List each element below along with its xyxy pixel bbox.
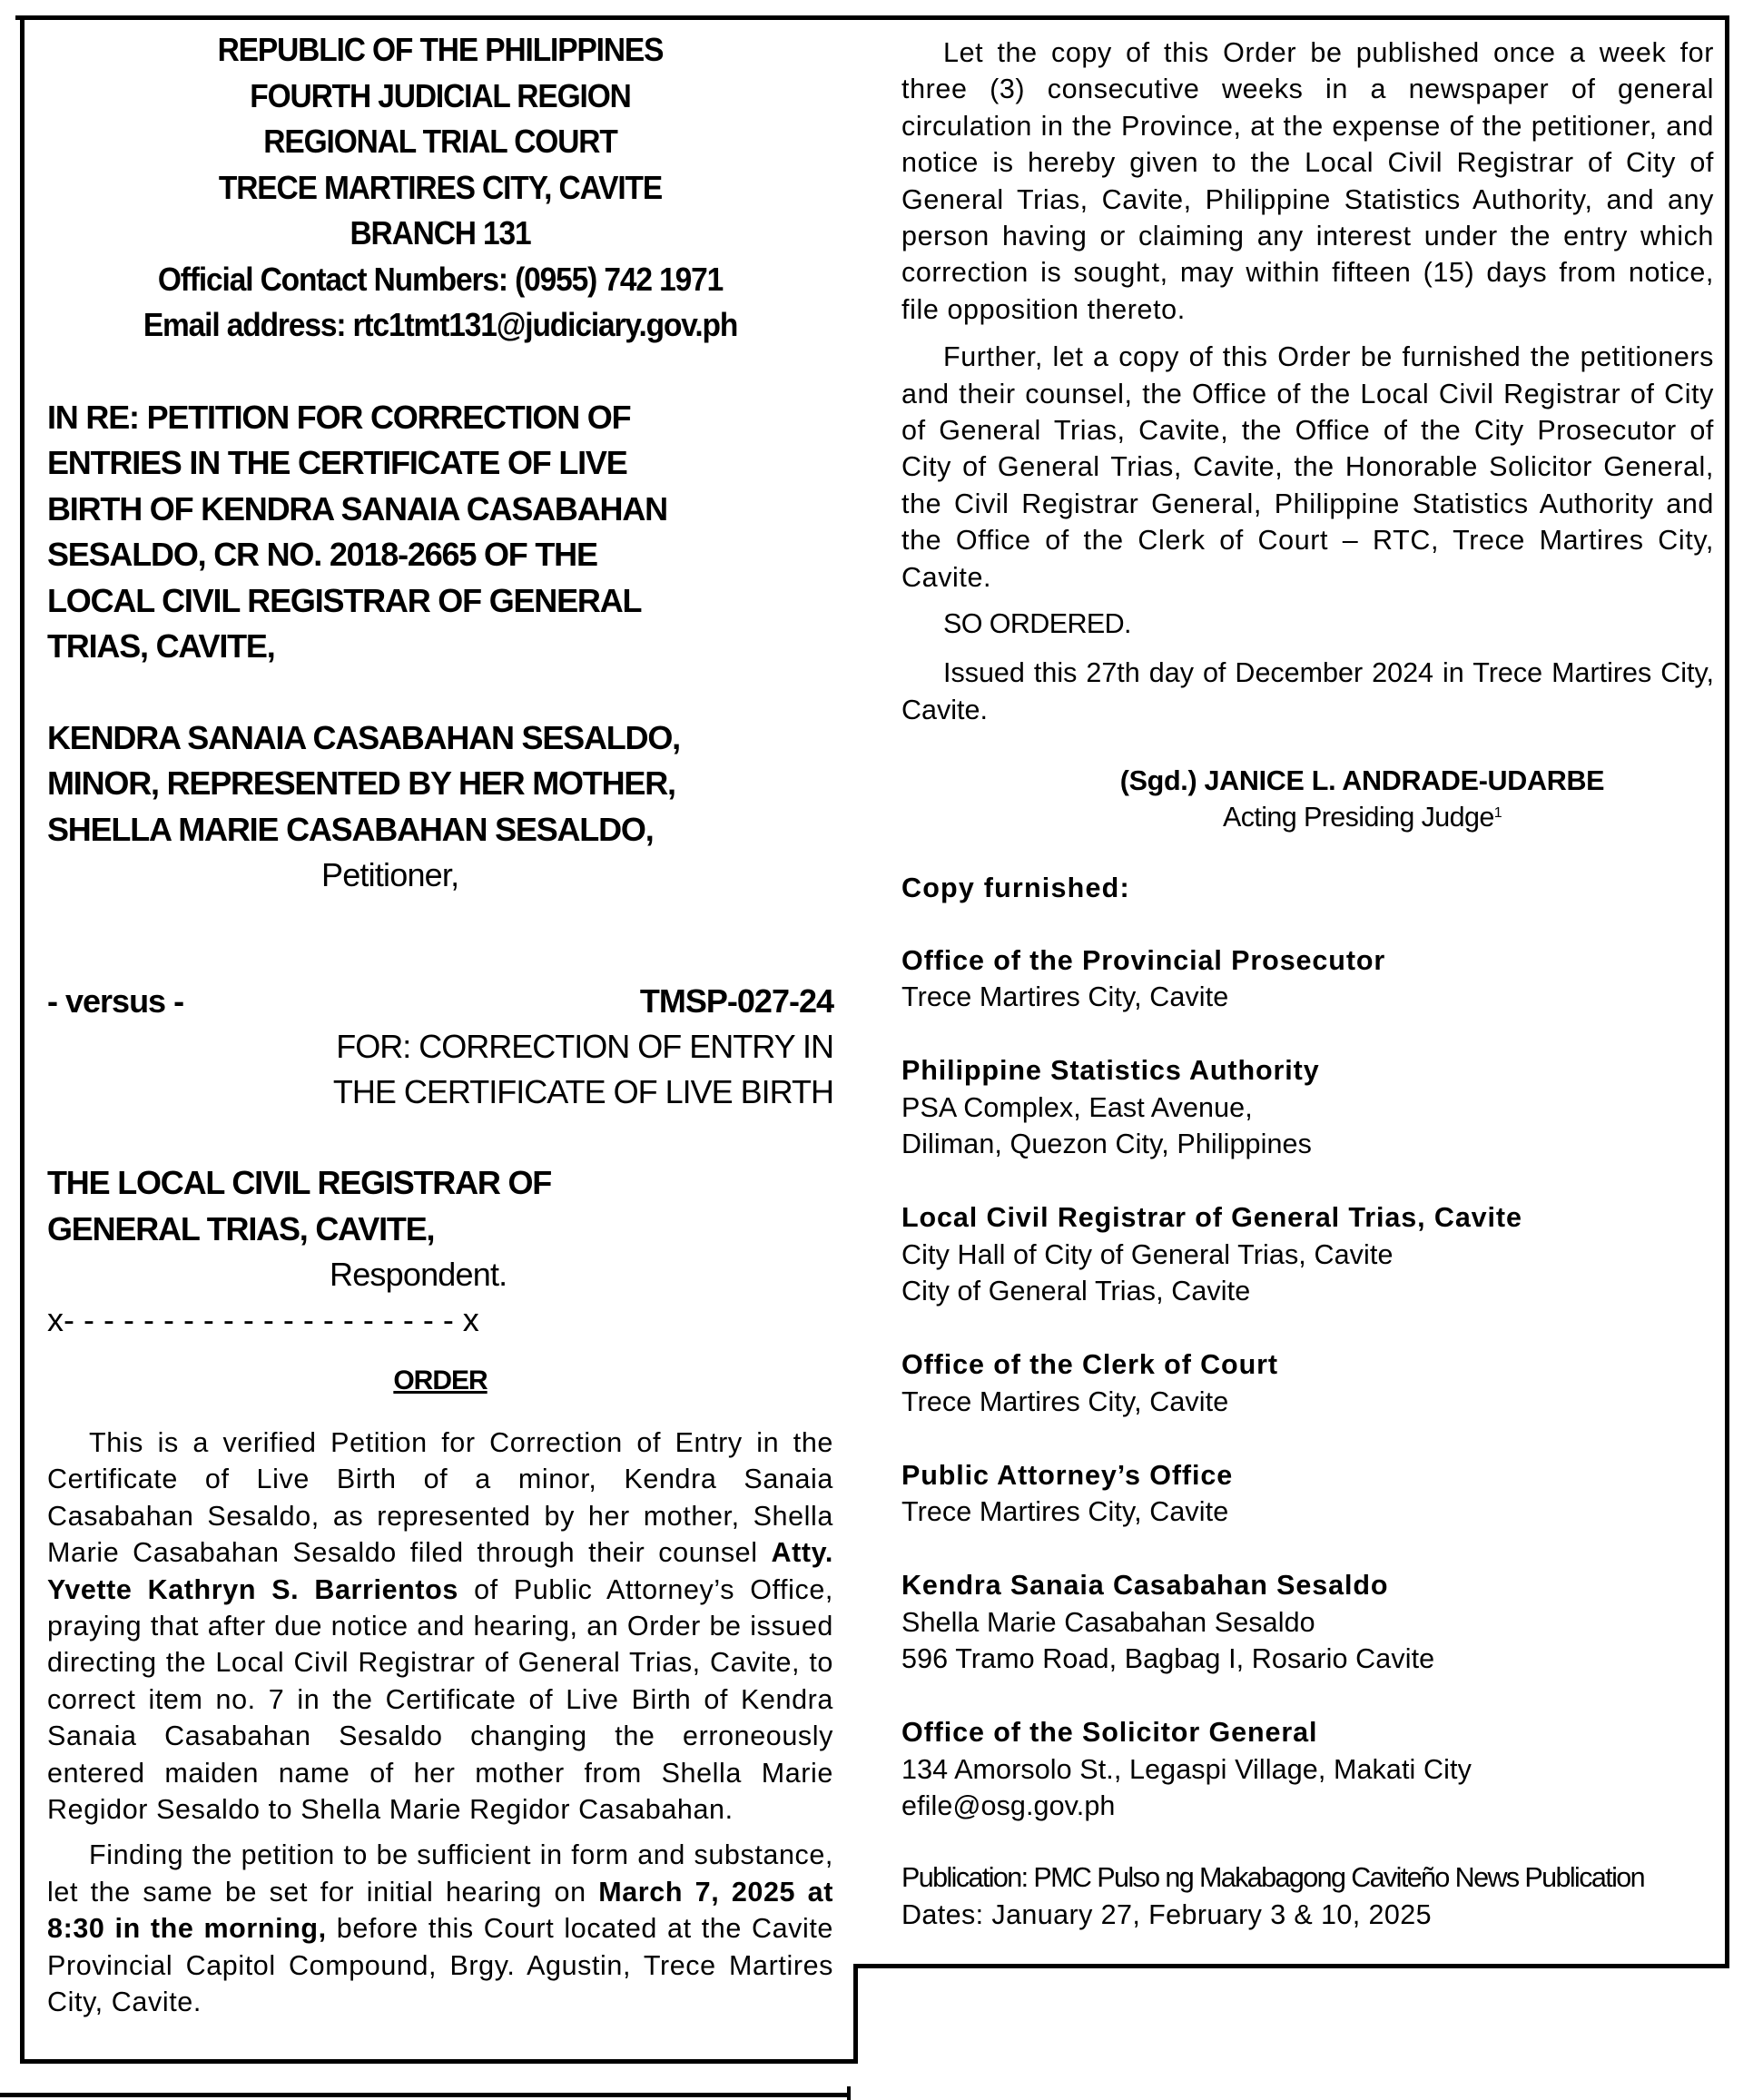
left-box-bottom-border — [20, 2059, 858, 2064]
next-notice-top-border — [0, 2093, 850, 2097]
recipient-name: Local Civil Registrar of General Trias, Cavite — [901, 1202, 1522, 1234]
respondent-block — [47, 1160, 833, 1297]
recipient-name: Office of the Clerk of Court — [901, 1349, 1278, 1381]
recipient-name: Public Attorney’s Office — [901, 1459, 1234, 1491]
paragraph-text: Finding the petition to be sufficient in form and substance, let the same be set for initial hearing on — [47, 1839, 833, 1908]
paragraph-text: of Public Attorney’s Office, praying that after due notice and hearing, an Order be issued directing the Local Civil Registrar of General Trias, Cavite, to correct item no. 7 in the Certificate of Live Birth of Kendra Sanaia Casabahan Sesaldo changing the erroneously entered maiden name of her mother from Shella Marie Regidor Sesaldo to Shella Marie Regidor Casabahan. — [47, 1573, 833, 1826]
order-paragraph-3: Let the copy of this Order be published once a week for three (3) consecutive weeks in a newspaper of general circulation in the Province, at the expense of the petitioner, and notice is hereby given to the Local Civil Registrar of City of General Trias, Cavite, Philippine Statistics Authority, and any person having or claiming any interest under the entry which correction is sought, may within fifteen (15) days from notice, file opposition thereto. — [901, 37, 1714, 325]
issued-date: Issued this 27th day of December 2024 in Trece Martires City, Cavite. — [901, 657, 1714, 725]
header-contact-numbers: Official Contact Numbers: (0955) 742 1971 — [157, 260, 724, 298]
left-column — [47, 27, 833, 2021]
versus-row — [47, 979, 833, 1024]
caption-line: ENTRIES IN THE CERTIFICATE OF LIVE — [47, 444, 627, 481]
recipient-address: Shella Marie Casabahan Sesaldo — [901, 1606, 1315, 1638]
right-box-bottom-border — [853, 1964, 1729, 1968]
recipient-address: 596 Tramo Road, Bagbag I, Rosario Cavite — [901, 1643, 1435, 1675]
case-number: TMSP-027-24 — [639, 982, 833, 1020]
respondent-role: Respondent. — [330, 1256, 507, 1293]
case-caption-in-re — [47, 395, 833, 670]
recipient-address: Diliman, Quezon City, Philippines — [901, 1129, 1312, 1160]
copy-furnished-list — [901, 942, 1714, 1825]
recipient — [901, 1199, 1714, 1310]
paragraph-text: This is a verified Petition for Correction of Entry in the Certificate of Live Birth of a minor, Kendra Sanaia Casabahan Sesaldo, as represented by her mother, Shella Marie Casabahan Sesaldo filed through their counsel — [47, 1427, 833, 1569]
recipient-address: City of General Trias, Cavite — [901, 1276, 1251, 1307]
caption-line: TRIAS, CAVITE, — [47, 627, 275, 665]
recipient — [901, 1567, 1714, 1678]
recipient — [901, 1052, 1714, 1163]
signature-block — [901, 763, 1714, 835]
copy-furnished-title: Copy furnished: — [901, 872, 1130, 903]
caption-line: BIRTH OF KENDRA SANAIA CASABAHAN — [47, 489, 667, 527]
recipient-address: Trece Martires City, Cavite — [901, 981, 1229, 1013]
order-paragraph-1 — [47, 1425, 833, 1828]
petitioner-line: SHELLA MARIE CASABAHAN SESALDO, — [47, 810, 654, 848]
recipient-name: Office of the Provincial Prosecutor — [901, 944, 1386, 976]
recipient-name: Kendra Sanaia Casabahan Sesaldo — [901, 1570, 1389, 1602]
so-ordered: SO ORDERED. — [943, 608, 1131, 640]
counsel-name: Atty. Yvette Kathryn S. Barrientos — [47, 1537, 833, 1605]
order-title: ORDER — [393, 1365, 488, 1395]
versus-label: - versus - — [47, 982, 184, 1020]
recipient — [901, 1346, 1714, 1420]
hearing-date: March 7, 2025 at 8:30 in the morning, — [47, 1876, 834, 1945]
publication-dates: Dates: January 27, February 3 & 10, 2025 — [901, 1898, 1432, 1930]
next-notice-tick — [847, 2086, 851, 2100]
recipient-address: PSA Complex, East Avenue, — [901, 1091, 1253, 1123]
judge-title-text: Acting Presiding Judge — [1222, 801, 1494, 833]
recipient — [901, 942, 1714, 1016]
right-border — [1725, 15, 1729, 1968]
right-column — [901, 35, 1714, 1933]
respondent-line: GENERAL TRIAS, CAVITE, — [47, 1209, 435, 1247]
recipient-address: Trece Martires City, Cavite — [901, 1496, 1229, 1528]
header-email: Email address: rtc1tmt131@judiciary.gov.ph — [143, 306, 738, 343]
judge-title — [1010, 799, 1714, 835]
caption-line: IN RE: PETITION FOR CORRECTION OF — [47, 398, 631, 436]
recipient-address: 134 Amorsolo St., Legaspi Village, Makati City — [901, 1753, 1472, 1785]
case-subject-line: FOR: CORRECTION OF ENTRY IN — [336, 1028, 833, 1065]
petitioner-block — [47, 715, 833, 899]
recipient-name: Philippine Statistics Authority — [901, 1055, 1320, 1087]
left-border — [20, 15, 25, 2064]
recipient — [901, 1714, 1714, 1825]
court-header — [47, 27, 833, 349]
order-paragraph-2 — [47, 1837, 833, 2020]
petitioner-line: KENDRA SANAIA CASABAHAN SESALDO, — [47, 718, 680, 756]
recipient — [901, 1457, 1714, 1531]
recipient-email: efile@osg.gov.ph — [901, 1790, 1116, 1822]
header-line: FOURTH JUDICIAL REGION — [250, 76, 631, 114]
header-line: REGIONAL TRIAL COURT — [263, 123, 617, 160]
publication-line: Publication: PMC Pulso ng Makabagong Caviteño News Publication — [901, 1862, 1645, 1894]
recipient-address: City Hall of City of General Trias, Cavite — [901, 1238, 1394, 1270]
petitioner-role: Petitioner, — [321, 856, 459, 893]
caption-line: LOCAL CIVIL REGISTRAR OF GENERAL — [47, 581, 642, 619]
header-line: REPUBLIC OF THE PHILIPPINES — [217, 31, 664, 68]
respondent-line: THE LOCAL CIVIL REGISTRAR OF — [47, 1164, 552, 1201]
caption-separator: x- - - - - - - - - - - - - - - - - - - - x — [47, 1301, 479, 1338]
petitioner-line: MINOR, REPRESENTED BY HER MOTHER, — [47, 764, 675, 802]
footnote-mark: 1 — [1493, 804, 1502, 821]
top-border — [15, 15, 1729, 20]
recipient-address: Trece Martires City, Cavite — [901, 1385, 1229, 1417]
caption-line: SESALDO, CR NO. 2018-2665 OF THE — [47, 536, 597, 573]
order-paragraph-4: Further, let a copy of this Order be furnished the petitioners and their counsel, the Office of the Local Civil Registrar of City of General Trias, Cavite, the Office of the City Prosecutor of City of General Trias, Cavite, the Honorable Solicitor General, the Civil Registrar General, Philippine Statistics Authority and the Office of the Clerk of Court – RTC, Trece Martires City, Cavite. — [901, 341, 1714, 593]
header-line: TRECE MARTIRES CITY, CAVITE — [218, 168, 663, 206]
recipient-name: Office of the Solicitor General — [901, 1717, 1318, 1749]
paragraph-text: before this Court located at the Cavite Provincial Capitol Compound, Brgy. Agustin, Trece Martires City, Cavite. — [47, 1913, 833, 2018]
header-line: BRANCH 131 — [350, 214, 531, 251]
case-subject-line: THE CERTIFICATE OF LIVE BIRTH — [332, 1073, 833, 1110]
judge-name: (Sgd.) JANICE L. ANDRADE-UDARBE — [1119, 764, 1605, 796]
left-box-right-border — [853, 1964, 858, 2064]
